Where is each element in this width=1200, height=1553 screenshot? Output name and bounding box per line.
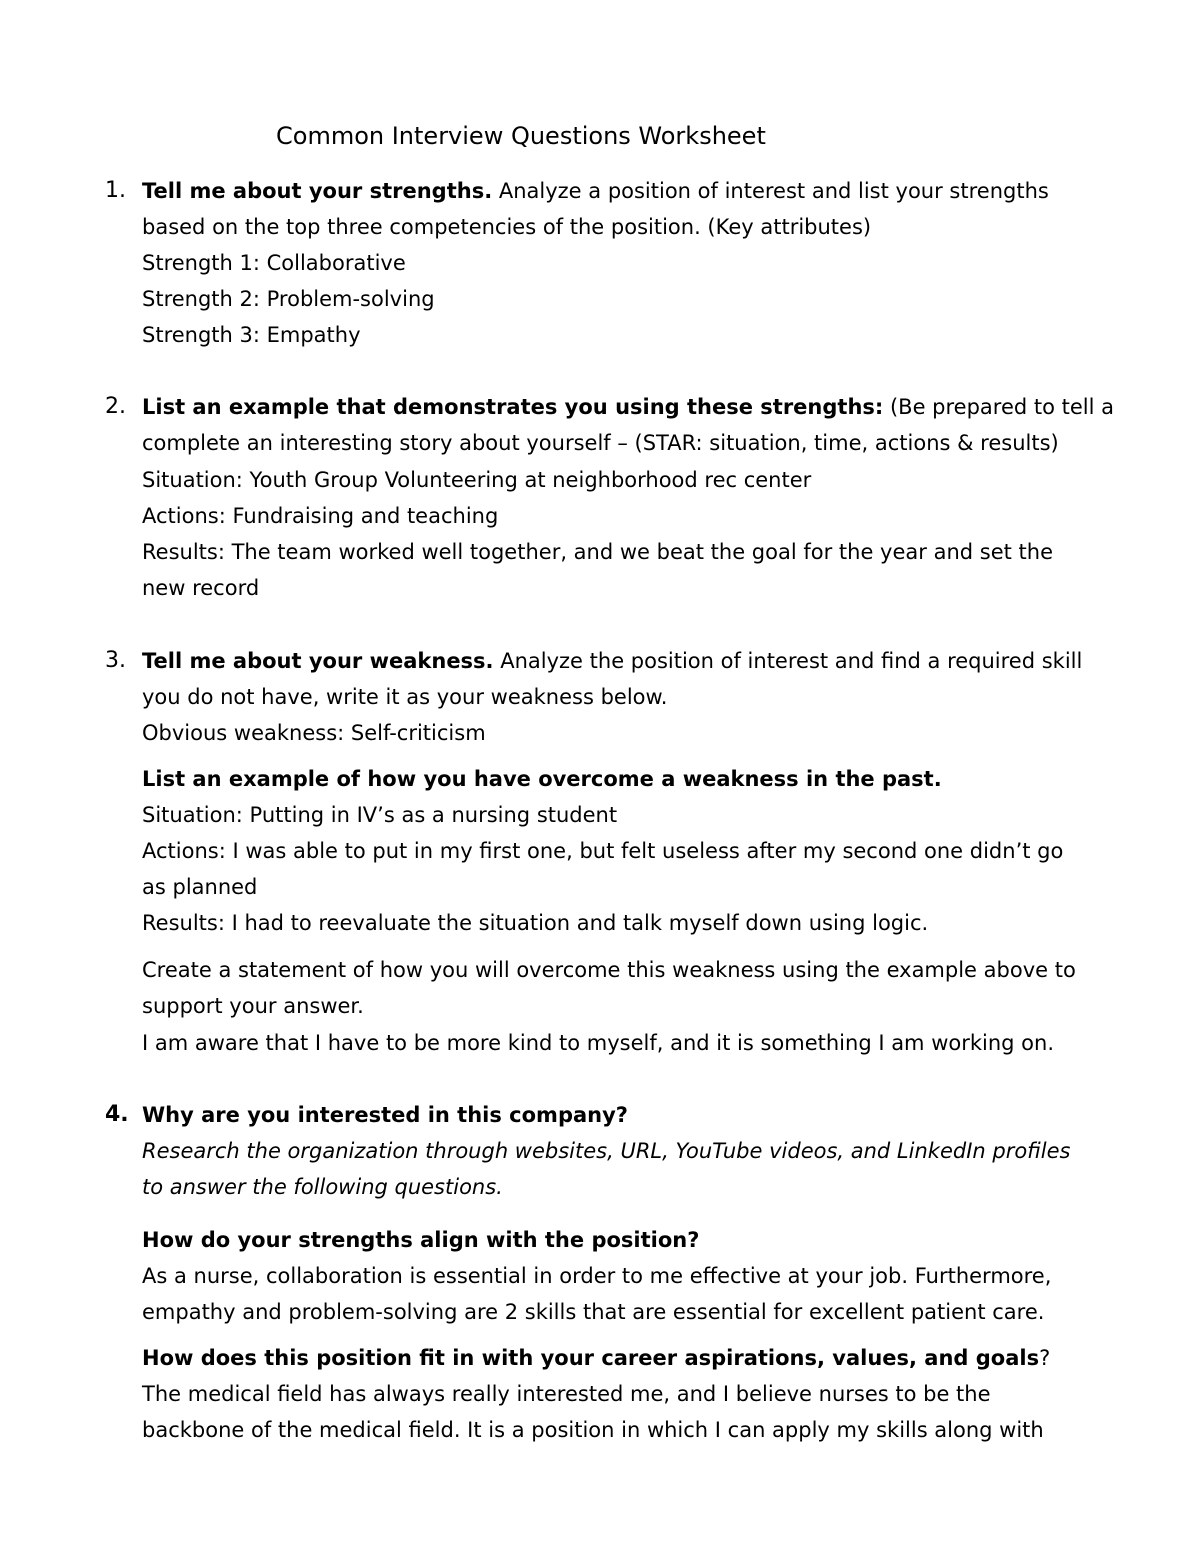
question-3-actions-line-2: as planned — [142, 875, 258, 899]
question-1-intro-line-2: based on the top three competencies of the position. (Key attributes) — [142, 215, 872, 239]
question-2-intro-line-2: complete an interesting story about yourself – (STAR: situation, time, actions & results) — [142, 431, 1059, 455]
question-3-prompt — [142, 643, 1082, 679]
obvious-weakness: Obvious weakness: Self-criticism — [142, 721, 486, 745]
fit-heading-end: ? — [1039, 1346, 1051, 1370]
fit-answer-line-2: backbone of the medical field. It is a position in which I can apply my skills along with — [142, 1418, 1044, 1442]
question-1-prompt — [142, 173, 1049, 209]
question-4-number: 4. — [105, 1102, 129, 1127]
question-2-number: 2. — [105, 394, 126, 419]
question-2-prompt — [142, 389, 1114, 425]
question-3-actions: Actions: I was able to put in my first one, but felt useless after my second one didn’t go — [142, 839, 1064, 863]
question-2-heading: List an example that demonstrates you using these strengths: — [142, 395, 884, 419]
fit-heading-line — [142, 1340, 1050, 1376]
question-1-heading: Tell me about your strengths. — [142, 179, 493, 203]
strength-3: Strength 3: Empathy — [142, 323, 361, 347]
page-title: Common Interview Questions Worksheet — [276, 122, 766, 150]
question-2-situation: Situation: Youth Group Volunteering at neighborhood rec center — [142, 468, 812, 492]
question-2-results-line-2: new record — [142, 576, 260, 600]
strength-1: Strength 1: Collaborative — [142, 251, 406, 275]
weakness-statement: I am aware that I have to be more kind to myself, and it is something I am working on. — [142, 1031, 1054, 1055]
overcome-example-heading: List an example of how you have overcome a weakness in the past. — [142, 767, 942, 791]
statement-prompt-line-2: support your answer. — [142, 994, 364, 1018]
question-2-results: Results: The team worked well together, and we beat the goal for the year and set the — [142, 540, 1053, 564]
question-3-situation: Situation: Putting in IV’s as a nursing student — [142, 803, 618, 827]
question-1-number: 1. — [105, 178, 126, 203]
question-3-results: Results: I had to reevaluate the situation and talk myself down using logic. — [142, 911, 929, 935]
question-2-actions: Actions: Fundraising and teaching — [142, 504, 499, 528]
fit-heading: How does this position fit in with your career aspirations, values, and goals — [142, 1346, 1040, 1370]
align-answer: As a nurse, collaboration is essential in order to me effective at your job. Furthermore, — [142, 1264, 1052, 1288]
question-3-intro-line-2: you do not have, write it as your weakness below. — [142, 685, 668, 709]
question-4-heading: Why are you interested in this company? — [142, 1103, 628, 1127]
question-2-intro: (Be prepared to tell a — [883, 395, 1115, 419]
question-3-intro: Analyze the position of interest and find a required skill — [493, 649, 1083, 673]
question-3-number: 3. — [105, 648, 126, 673]
question-1-intro: Analyze a position of interest and list your strengths — [492, 179, 1049, 203]
align-heading: How do your strengths align with the position? — [142, 1228, 700, 1252]
statement-prompt: Create a statement of how you will overcome this weakness using the example above to — [142, 958, 1076, 982]
question-4-instruction: Research the organization through websites, URL, YouTube videos, and LinkedIn profiles — [142, 1139, 1071, 1163]
question-4-instruction-line-2: to answer the following questions. — [142, 1175, 503, 1199]
question-3-heading: Tell me about your weakness. — [142, 649, 494, 673]
strength-2: Strength 2: Problem-solving — [142, 287, 435, 311]
align-answer-line-2: empathy and problem-solving are 2 skills that are essential for excellent patient care. — [142, 1300, 1045, 1324]
fit-answer: The medical field has always really interested me, and I believe nurses to be the — [142, 1382, 991, 1406]
